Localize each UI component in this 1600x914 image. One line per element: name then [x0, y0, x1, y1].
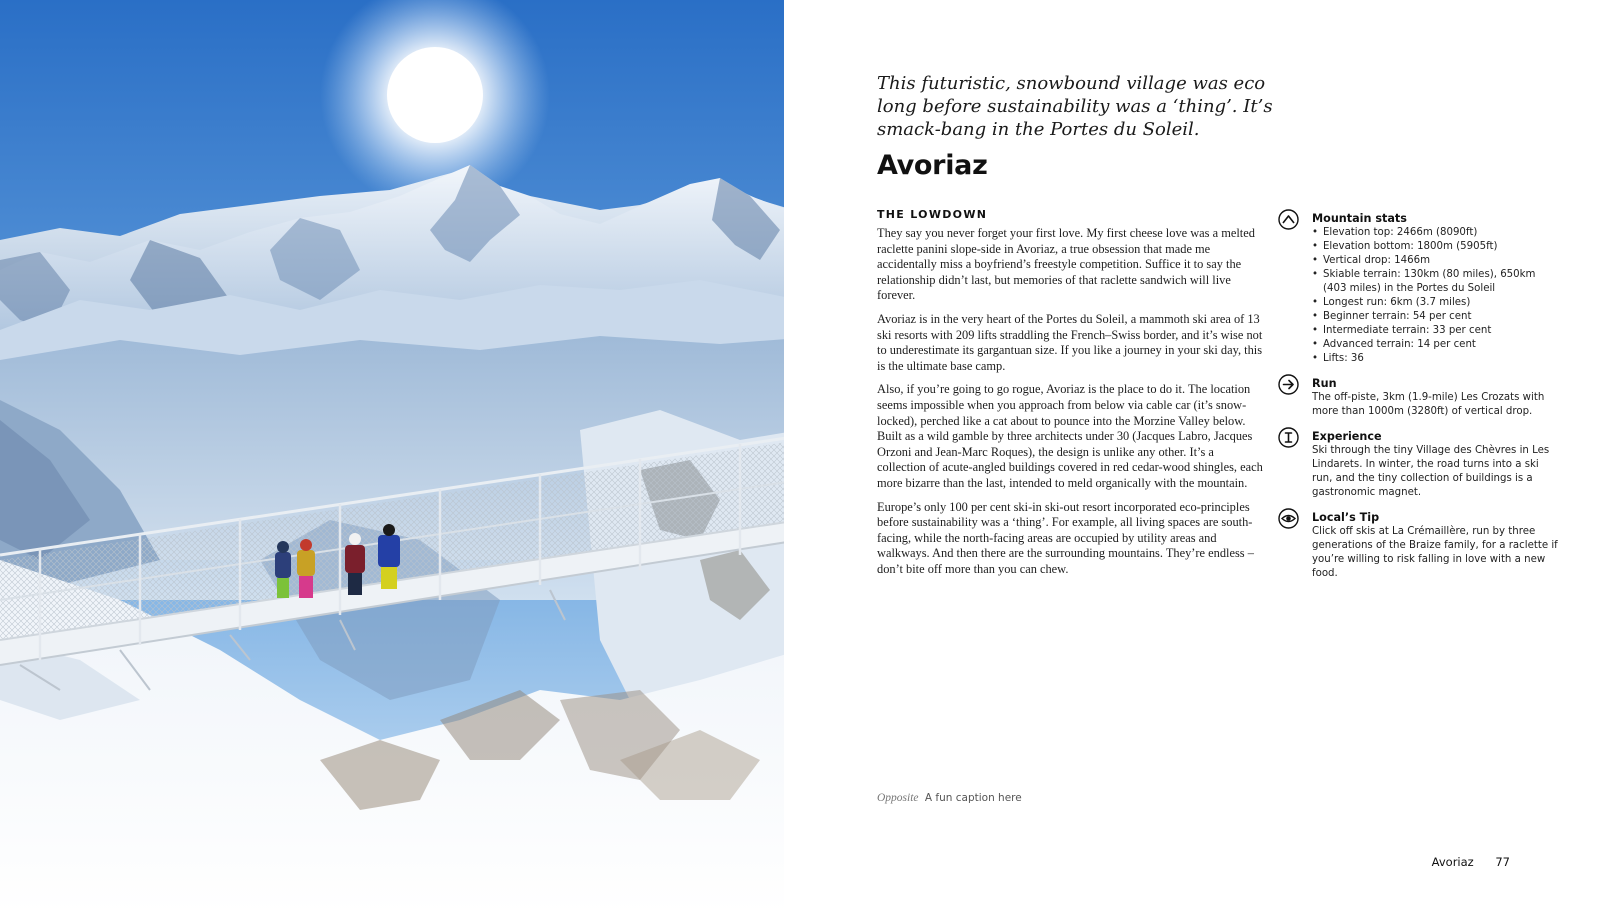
mountain-stats-list	[1312, 226, 1558, 366]
run-text: The off-piste, 3km (1.9-mile) Les Crozats with more than 1000m (3280ft) of vertical drop.	[1312, 392, 1545, 417]
arrow-right-circle-icon	[1278, 374, 1299, 395]
locals-tip-block	[1278, 511, 1558, 581]
stat-item: • Longest run: 6km (3.7 miles)	[1312, 296, 1558, 310]
eye-icon	[1278, 508, 1299, 529]
caption-label: Opposite	[877, 792, 919, 804]
stat-item: • Advanced terrain: 14 per cent	[1312, 338, 1558, 352]
photo-caption	[877, 792, 1022, 804]
page-footer	[1432, 855, 1510, 869]
experience-block	[1278, 430, 1558, 500]
stat-item: • Vertical drop: 1466m	[1312, 254, 1558, 268]
lowdown-heading: THE LOWDOWN	[877, 208, 988, 221]
locals-tip-text: Click off skis at La Crémaillère, run by three generations of the Braize family, for a raclette if you’re willing to risk falling in love with a new food.	[1312, 526, 1558, 579]
text-page	[800, 0, 1600, 914]
caption-text: A fun caption here	[924, 792, 1022, 804]
body-paragraph: Europe’s only 100 per cent ski-in ski-out resort incorporated eco-principles before sustainability was a ‘thing’. For example, all living spaces are south-facing, while the north-facing areas are occupied by utility areas and walkways. And then there are the surrounding mountains. They’re endless – don’t bite off more than you can chew.	[877, 499, 1254, 576]
experience-icon	[1278, 427, 1299, 448]
sidebar-facts	[1278, 212, 1558, 592]
stat-item: • Lifts: 36	[1312, 352, 1558, 366]
footer-section-name: Avoriaz	[1431, 855, 1474, 869]
page-number: 77	[1495, 855, 1510, 869]
stat-item: • Elevation top: 2466m (8090ft)	[1312, 226, 1558, 240]
body-paragraph: They say you never forget your first love. My first cheese love was a melted raclette panini slope-side in Avoriaz, a true obsession that made me accidentally miss a boyfriend’s freestyle competition. Suffice it to say the relationship didn’t last, but memories of that raclette sandwich will live forever.	[877, 226, 1255, 303]
stat-item: • Beginner terrain: 54 per cent	[1312, 310, 1558, 324]
run-title: Run	[1312, 377, 1337, 390]
body-paragraph: Also, if you’re going to go rogue, Avoriaz is the place to do it. The location seems impossible when you approach from below via cable car (it’s snow-locked), perched like a cat about to pounce into the Morzine Valley below. Built as a wild gamble by three architects under 30 (Jacques Labro, Jacques Orzoni and Jean-Marc Roques), the design is unlike any other. It’s a collection of acute-angled buildings covered in red cedar-wood shingles, each more bizarre than the last, intended to meld organically with the mountain.	[877, 382, 1263, 490]
intro-standfirst: This futuristic, snowbound village was eco long before sustainability was a ‘thing’. It’s smack-bang in the Portes du Soleil.	[877, 73, 1273, 140]
stat-item: • Intermediate terrain: 33 per cent	[1312, 324, 1558, 338]
run-block	[1278, 377, 1558, 419]
mountain-stats-block	[1278, 212, 1558, 366]
lowdown-body	[877, 226, 1263, 585]
body-paragraph: Avoriaz is in the very heart of the Portes du Soleil, a mammoth ski area of 13 ski resorts with 209 lifts straddling the French–Swiss border, and it’s wise not to underestimate its gargantuan size. If you like a journey in your ski day, this is the ultimate base camp.	[877, 311, 1263, 373]
stat-item: • Skiable terrain: 130km (80 miles), 650km (403 miles) in the Portes du Soleil	[1312, 268, 1558, 296]
mountain-icon	[1278, 209, 1299, 230]
locals-tip-title: Local’s Tip	[1312, 511, 1380, 524]
experience-text: Ski through the tiny Village des Chèvres in Les Lindarets. In winter, the road turns into a ski run, and the tiny collection of buildings is a gastronomic magnet.	[1312, 445, 1550, 498]
stat-item: • Elevation bottom: 1800m (5905ft)	[1312, 240, 1558, 254]
mountain-stats-title: Mountain stats	[1312, 212, 1407, 225]
experience-title: Experience	[1312, 430, 1382, 443]
page-title: Avoriaz	[877, 150, 988, 181]
